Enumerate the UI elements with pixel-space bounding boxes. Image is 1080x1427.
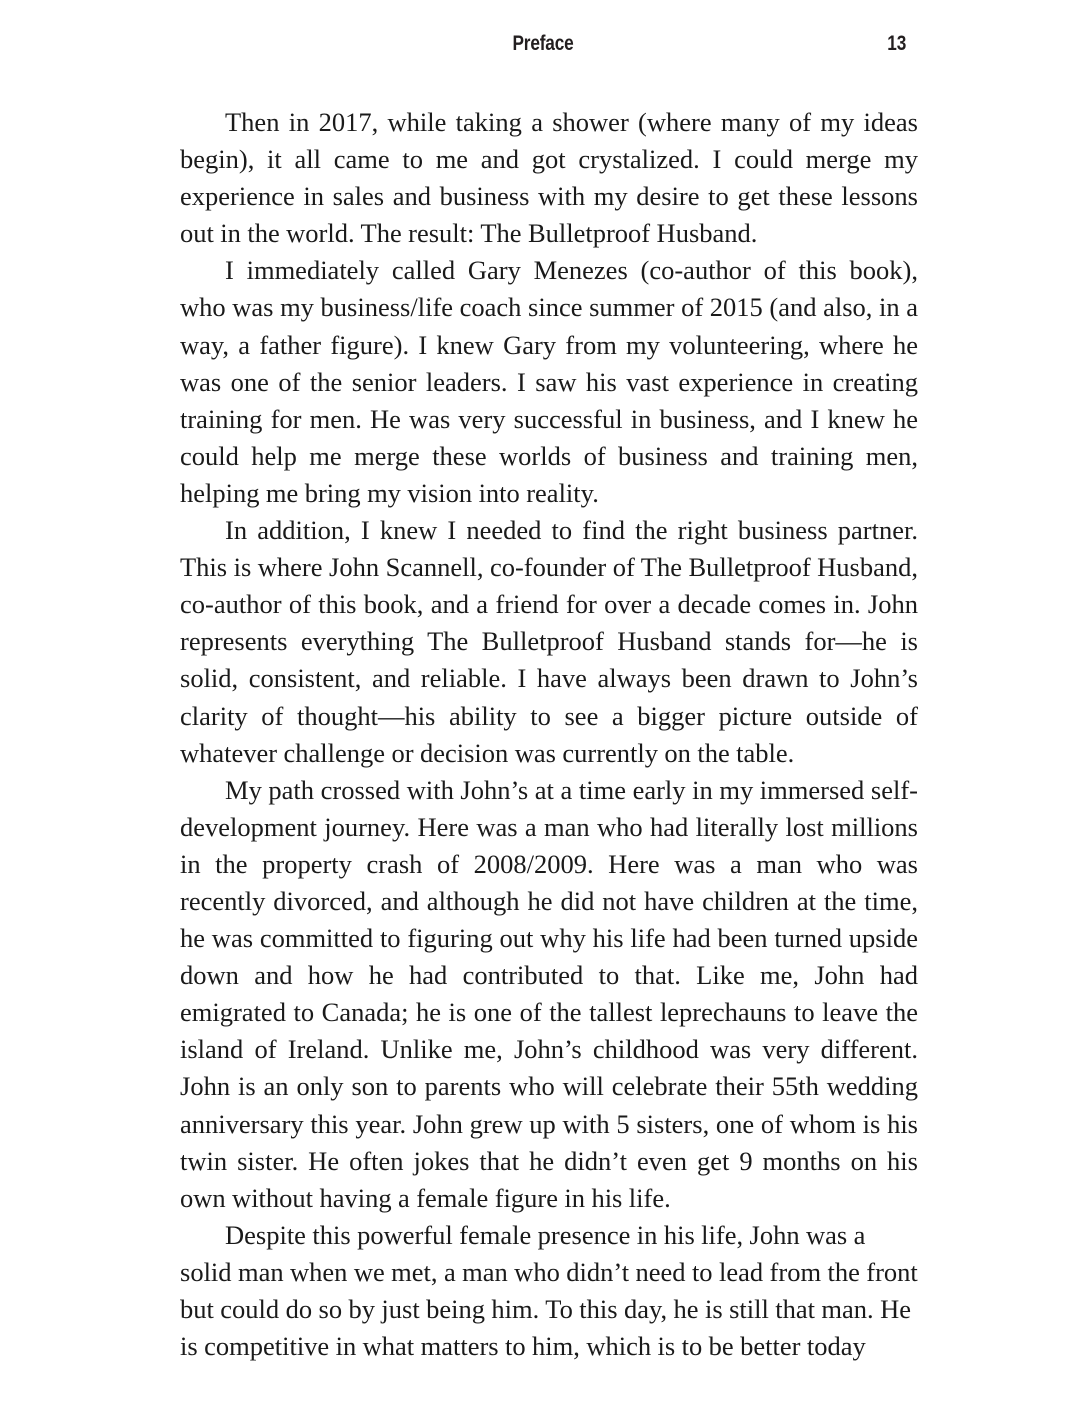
body-text-block bbox=[180, 104, 918, 1365]
running-head bbox=[180, 32, 906, 62]
running-head-title: Preface bbox=[512, 32, 574, 55]
body-paragraph: Despite this powerful female presence in his life, John was a solid man when we met, a man who didn’t need to lead from the front but could do so by just being him. To this day, he is still that man. He is competitive in what matters to him, which is to be better today bbox=[180, 1219, 918, 1362]
page-number: 13 bbox=[886, 32, 906, 55]
body-paragraph: In addition, I knew I needed to find the right business partner. This is where John Scannell, co-founder of The Bulletproof Husband, co-author of this book, and a friend for over a decade comes in. John represents everything The Bulletproof Husband stands for—he is solid, consistent, and reliable. I have always been drawn to John’s clarity of thought—his ability to see a bigger picture outside of whatever challenge or decision was currently on the table. bbox=[180, 515, 918, 768]
body-paragraph: Then in 2017, while taking a shower (where many of my ideas begin), it all came to me and got crystalized. I could merge my experience in sales and business with my desire to get these lessons out in the world. The result: The Bulletproof Husband. bbox=[180, 107, 918, 249]
body-paragraph: I immediately called Gary Menezes (co-author of this book), who was my business/life coach since summer of 2015 (and also, in a way, a father figure). I knew Gary from my volunteering, where he was one of the senior leaders. I saw his vast experience in creating training for men. He was very successful in business, and I knew he could help me merge these worlds of business and training men, helping me bring my vision into reality. bbox=[180, 255, 918, 508]
body-paragraph: My path crossed with John’s at a time early in my immersed self-development journey. Here was a man who had literally lost millions in the property crash of 2008/2009. Here was a man who was recently divorced, and although he did not have children at the time, he was committed to figuring out why his life had been turned upside down and how he had contributed to that. Like me, John had emigrated to Canada; he is one of the tallest leprechauns to leave the island of Ireland. Unlike me, John’s childhood was very different. John is an only son to parents who will celebrate their 55th wedding anniversary this year. John grew up with 5 sisters, one of whom is his twin sister. He often jokes that he didn’t even get 9 months on his own without having a female figure in his life. bbox=[180, 774, 918, 1213]
